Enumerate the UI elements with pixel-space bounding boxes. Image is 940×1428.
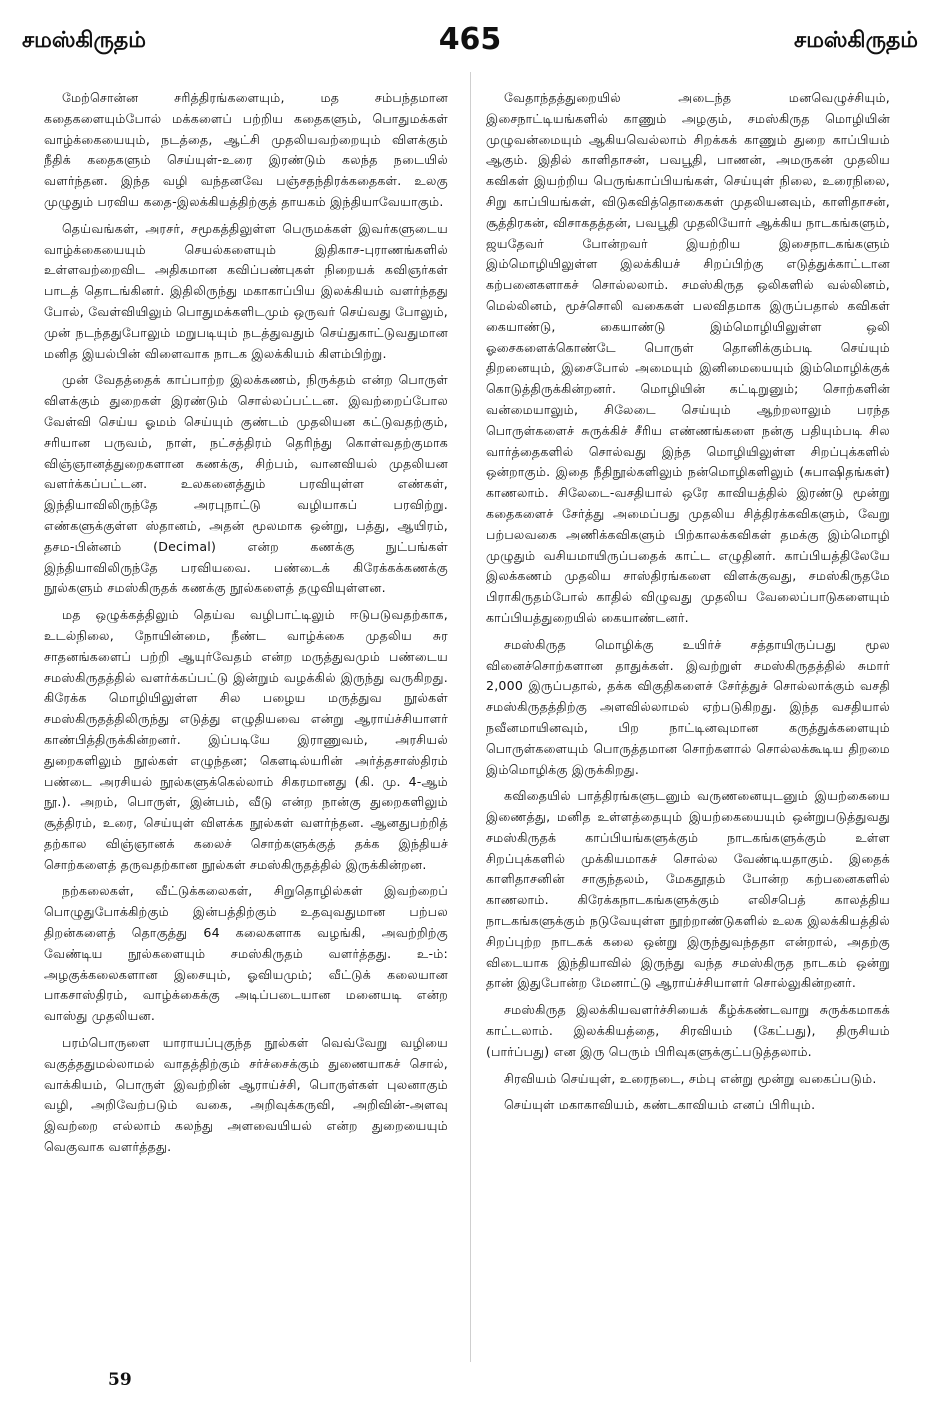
paragraph: சமஸ்கிருத மொழிக்கு உயிர்ச் சத்தாயிருப்பது மூல வினைச்சொற்களான தாதுக்கள். இவற்றுள் சமஸ்கிருதத்தில் சுமார் 2,000 இருப்பதால், தக்க விகுதிகளைச் சேர்த்துச் சொல்லாக்கும் வசதி சமஸ்கிருதத்திற்கு அளவில்லாமல் ஏற்படுகிறது. இந்த வசதியால் நவீனமாயினவும், பிற நாட்டினவுமான கருத்துக்களையும் பொருள்களையும் பொருத்தமான சொற்களால் சொல்லக்கூடிய திறமை இம்மொழிக்கு இருக்கிறது. — [486, 636, 890, 777]
paragraph: நற்கலைகள், வீட்டுக்கலைகள், சிறுதொழில்கள் இவற்றைப் பொழுதுபோக்கிற்கும் இன்பத்திற்கும் உதவுவதுமான பற்பல திறன்களைத் தொகுத்து 64 கலைகளாக வழங்கி, அவற்றிற்கு வேண்டிய நூல்களையும் சமஸ்கிருதம் வளர்த்தது. உ-ம்: அழகுக்கலைகளான இசையும், ஓவியமும்; வீட்டுக் கலையான பாகசாஸ்திரம், வாழ்க்கைக்கு அடிப்படையான மனையடி என்ற வாஸ்து முதலியன. — [44, 883, 448, 1024]
paragraph: முன் வேதத்தைக் காப்பாற்ற இலக்கணம், நிருக்தம் என்ற பொருள் விளக்கும் துறைகள் இரண்டும் சொல்லப்பட்டன. இவற்றைப்போல வேள்வி செய்ய ஓமம் செய்யும் குண்டம் முதலியன கட்டுவதற்கும், சரியான பருவம், நாள், நட்சத்திரம் தெரிந்து கொள்வதற்குமாக விஞ்ஞானத்துறைகளான கணக்கு, சிற்பம், வானவியல் முதலியன வளர்க்கப்பட்டன. உலகனைத்தும் பரவியுள்ள எண்கள், இந்தியாவிலிருந்தே அரபுநாட்டு வழியாகப் பரவிற்று. எண்களுக்குள்ள ஸ்தானம், அதன் மூலமாக ஒன்று, பத்து, ஆயிரம், தசம-பின்னம் (Decimal) என்ற கணக்கு நுட்பங்கள் இந்தியாவிலிருந்தே பரவியவை. பண்டைக் கிரேக்கக்கணக்கு நூல்களும் சமஸ்கிருதக் கணக்கு நூல்களைத் தழுவியுள்ளன. — [44, 372, 448, 596]
left-column — [44, 88, 448, 1164]
paragraph: மேற்சொன்ன சரித்திரங்களையும், மத சம்பந்தமான கதைகளையும்போல் மக்களைப் பற்றிய கதைகளும், பொதுமக்கள் வாழ்க்கையையும், நடத்தை, ஆட்சி முதலியவற்றையும் விளக்கும் நீதிக் கதைகளும் செய்யுள்-உரை இரண்டும் கலந்த நடையில் வளர்ந்தன. இந்த வழி வந்தனவே பஞ்சதந்திரக்கதைகள். உலகு முழுதும் பரவிய கதை-இலக்கியத்திற்குத் தாயகம் இந்தியாவேயாகும். — [44, 90, 448, 209]
volume-page-marker: 59 — [108, 1370, 132, 1390]
paragraph: பரம்பொருளை யாராயப்புகுந்த நூல்கள் வெவ்வேறு வழியை வகுத்ததுமல்லாமல் வாதத்திற்கும் சர்ச்சைக்கும் துணையாகச் சொல், வாக்கியம், பொருள் இவற்றின் ஆராய்ச்சி, பொருள்கள் புலனாகும் வழி, அறிவேற்படும் வகை, அறிவுக்கருவி, அறிவின்-அளவு இவற்றை எல்லாம் கலந்து அளவையியல் என்ற துறையையும் வெகுவாக வளர்த்தது. — [44, 1035, 448, 1155]
right-column — [486, 88, 890, 1122]
paragraph: தெய்வங்கள், அரசர், சமூகத்திலுள்ள பெருமக்கள் இவர்களுடைய வாழ்க்கையையும் செயல்களையும் இதிகாச-புராணங்களில் உள்ளவற்றைவிட அதிகமான கவிப்பண்புகள் நிறையக் கவிஞர்கள் பாடத் தொடங்கினர். இதிலிருந்து மகாகாப்பிய இலக்கியம் வளர்ந்தது போல், வேள்வியிலும் பொதுமக்களிடமும் ஒருவர் செய்வது போலும், முன் நடந்ததுபோலும் மறுபடியும் நடத்துவதும் செய்துகாட்டுவதுமான மனித இயல்பின் விளைவாக நாடக இலக்கியம் கிளம்பிற்று. — [44, 220, 448, 361]
paragraph: மத ஒழுக்கத்திலும் தெய்வ வழிபாட்டிலும் ஈடுபடுவதற்காக, உடல்நிலை, நோயின்மை, நீண்ட வாழ்க்கை முதலிய சுர சாதனங்களைப் பற்றி ஆயுர்வேதம் என்ற மருத்துவமும் பண்டைய சமஸ்கிருதத்தில் வளர்க்கப்பட்டு இன்றும் வழக்கில் இருந்து வருகிறது. கிரேக்க மொழியிலுள்ள சில பழைய மருத்துவ நூல்கள் சமஸ்கிருதத்திலிருந்து எடுத்து எழுதியவை என்று ஆராய்ச்சியாளர் காண்பித்திருக்கின்றனர். இப்படியே இராணுவம், அரசியல் துறைகளிலும் நூல்கள் எழுந்தன; கௌடில்யரின் அர்த்தசாஸ்திரம் பண்டை அரசியல் நூல்களுக்கெல்லாம் சிகரமானது (கி. மு. 4-ஆம் நூ.). அறம், பொருள், இன்பம், வீடு என்ற நான்கு துறைகளிலும் சூத்திரம், உரை, செய்யுள் விளக்க நூல்கள் வளர்ந்தன. ஆனதுபற்றித் தற்கால விஞ்ஞானக் கலைச் சொற்களுக்குத் தக்க இந்தியச் சொற்களைத் தருவதற்கான நூல்கள் சமஸ்கிருதத்தில் இருக்கின்றன. — [44, 607, 448, 872]
paragraph: சமஸ்கிருத இலக்கியவளர்ச்சியைக் கீழ்க்கண்டவாறு சுருக்கமாகக் காட்டலாம். இலக்கியத்தை, சிரவியம் (கேட்பது), திருசியம் (பார்ப்பது) என இரு பெரும் பிரிவுகளுக்குட்படுத்தலாம். — [486, 1002, 890, 1059]
running-title-left: சமஸ்கிருதம் — [22, 28, 146, 53]
running-title-right: சமஸ்கிருதம் — [794, 28, 918, 53]
column-divider — [470, 72, 471, 1362]
page-header — [22, 22, 918, 66]
paragraph: வேதாந்தத்துறையில் அடைந்த மனவெழுச்சியும், இசைநாட்டியங்களில் காணும் அழகும், சமஸ்கிருத மொழியின் முழுவன்மையும் ஆகியவெல்லாம் சிறக்கக் காணும் துறை காப்பியம் ஆகும். இதில் காளிதாசன், பவபூதி, பாணன், அமருகன் முதலிய கவிகள் இயற்றிய பெருங்காப்பியங்கள், செய்யுள் நிலை, உரைநிலை, சிறு காப்பியங்கள், விடுகவித்தொகைகள் முதலியனவும், காளிதாசன், சூத்திரகன், விசாகதத்தன், பவபூதி முதலியோர் ஆக்கிய நாடகங்களும், ஜயதேவர் போன்றவர் இயற்றிய இசைநாடகங்களும் இம்மொழியிலுள்ள இலக்கியச் சிறப்பிற்கு எடுத்துக்காட்டான கற்பனைகளாகச் சொல்லலாம். சமஸ்கிருத ஒலிகளில் வல்லினம், மெல்லினம், மூச்சொலி வகைகள் பலவிதமாக இருப்பதால் கவிகள் கையாண்டு, கையாண்டு இம்மொழியிலுள்ள ஒலி ஓசைகளைக்கொண்டே பொருள் தொனிக்கும்படி செய்யும் திறனையும், இசைபோல் அமையும் இனிமையையும் இம்மொழிக்குக் கொடுத்திருக்கின்றனர். மொழியின் கட்டிறுனும்; சொற்களின் வன்மையாலும், சிலேடை செய்யும் ஆற்றலாலும் பரந்த பொருள்களைச் சுருக்கிச் சீரிய எண்ணங்களை நன்கு பதியும்படி சில வார்த்தைகளில் சொல்வது இந்த மொழியிலுள்ள சிறப்புக்களில் ஒன்றாகும். இதை நீதிநூல்களிலும் நன்மொழிகளிலும் (சுபாஷிதங்கள்) காணலாம். சிலேடை-வசதியால் ஒரே காவியத்தில் இரண்டு மூன்று கதைகளைச் சேர்த்து அமைப்பது முதலிய சித்திரக்கவிகளும், வேறு பற்பலவகை அணிக்கவிகளும் பிற்காலக்கவிகள் தமக்கு இம்மொழி முழுதும் வசியமாயிருப்பதைக் காட்ட எழுதினர். காப்பியத்திலேயே இலக்கணம் முதலிய சாஸ்திரங்களை விளக்குவது, சமஸ்கிருதமே பிராகிருதம்போல் காதில் விழுவது முதலிய வேலைப்பாடுகளையும் காப்பியத்துறையில் கையாண்டனர். — [486, 90, 890, 625]
paragraph: கவிதையில் பாத்திரங்களுடனும் வருணனையுடனும் இயற்கையை இணைத்து, மனித உள்ளத்தையும் இயற்கையையும் ஒன்றுபடுத்துவது சமஸ்கிருதக் காப்பியங்களுக்கும் நாடகங்களுக்கும் உள்ள சிறப்புக்களில் முக்கியமாகச் சொல்ல வேண்டியதாகும். இதைக் காளிதாசனின் சாகுந்தலம், மேகதூதம் போன்ற கற்பனைகளில் காணலாம். கிரேக்கநாடகங்களுக்கும் எலிசபெத் காலத்திய நாடகங்களுக்கும் நடுவேயுள்ள நூற்றாண்டுகளில் உலக இலக்கியத்தில் சிறப்புற்ற நாடகக் கலை ஒன்று இருந்துவந்ததா என்றால், அதற்கு விடையாக இந்தியாவில் இருந்து வந்த சமஸ்கிருத நாடகம் ஒன்று தான் இதுபோன்ற மேனாட்டு ஆராய்ச்சியாளர் சொல்லுகின்றனர். — [486, 788, 890, 991]
page-number: 465 — [438, 22, 502, 57]
paragraph: சிரவியம் செய்யுள், உரைநடை, சம்பு என்று மூன்று வகைப்படும். — [504, 1070, 877, 1086]
paragraph: செய்யுள் மகாகாவியம், கண்டகாவியம் எனப் பிரியும். — [504, 1097, 816, 1113]
